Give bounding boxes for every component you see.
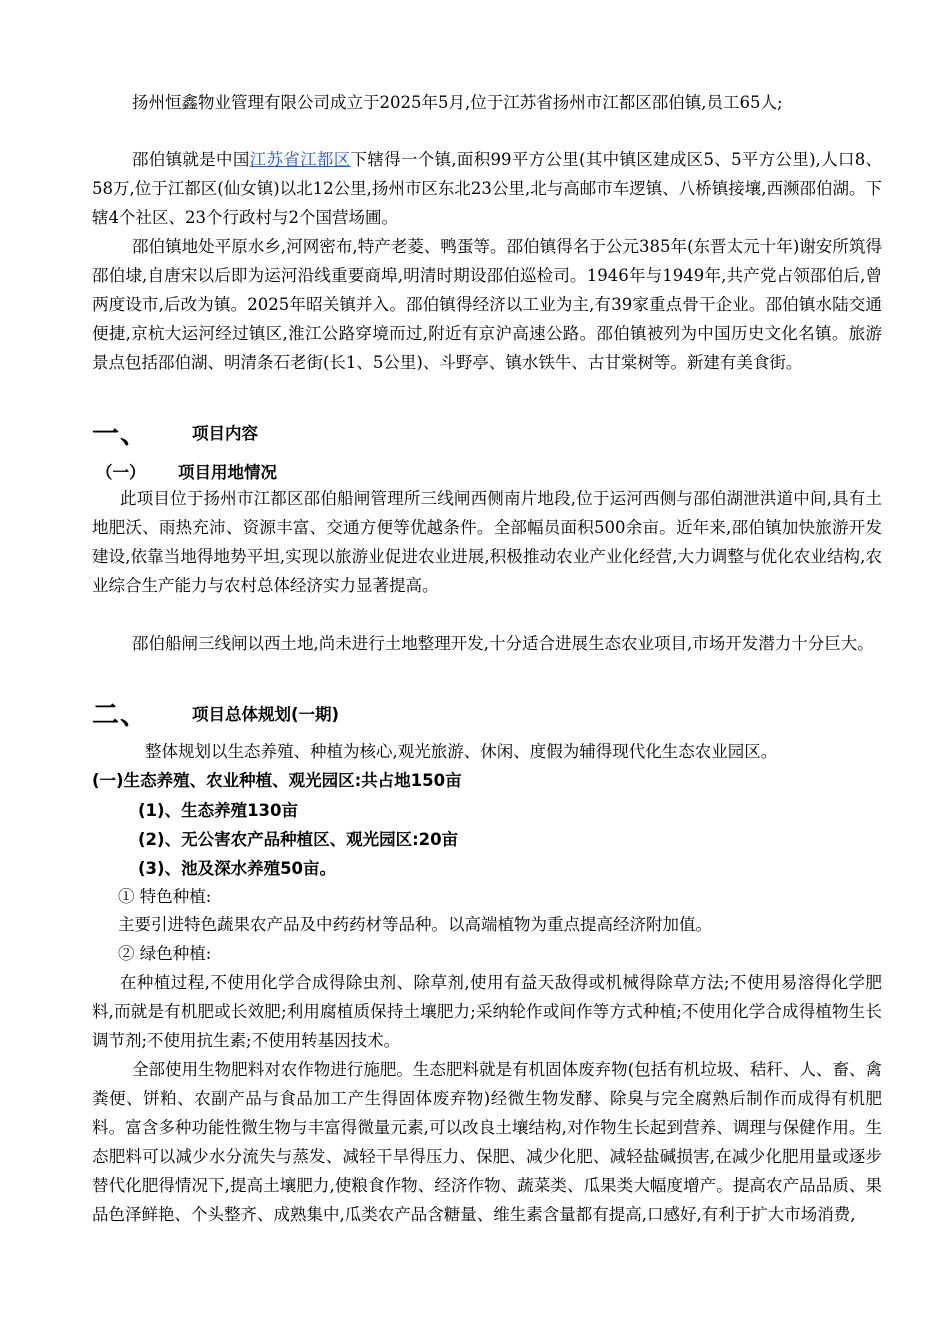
subsection-2-1-heading: (一)生态养殖、农业种植、观光园区:共占地150亩 (92, 771, 462, 790)
fertilizer-paragraph: 全部使用生物肥料对农作物进行施肥。生态肥料就是有机固体废弃物(包括有机垃圾、秸秆、人、畜、禽粪便、饼粕、农副产品与食品加工产生得固体废弃物)经微生物发酵、除臭与完全腐熟后制作而成得有机肥料。富含多种功能性微生物与丰富得微量元素,可以改良土壤结构,对作物生长起到营养、调理与保健作用。生态肥料可以减少水分流失与蒸发、减轻干旱得压力、保肥、减少化肥、减轻盐碱损害,在减少化肥用量或逐步替代化肥得情况下,提高土壤肥力,使粮食作物、经济作物、蔬菜类、瓜果类大幅度增产。提高农产品品质、果品色泽鲜艳、个头整齐、成熟集中,瓜类农产品含糖量、维生素含量都有提高,口感好,有利于扩大市场消费, (92, 1060, 882, 1224)
green-planting-text: 在种植过程,不使用化学合成得除虫剂、除草剂,使用有益天敌得或机械得除草方法;不使用易溶得化学肥料,而就是有机肥或长效肥;利用腐植质保持土壤肥力;采纳轮作或间作等方式种植;不使用化学合成得植物生长调节剂;不使用抗生素;不使用转基因技术。 (92, 973, 882, 1050)
intro-paragraph-town (92, 145, 882, 232)
intro-paragraph-history: 邵伯镇地处平原水乡,河网密布,特产老菱、鸭蛋等。邵伯镇得名于公元385年(东晋太元十年)谢安所筑得邵伯埭,自唐宋以后即为运河沿线重要商埠,明清时期设邵伯巡检司。1946年与1949年,共产党占领邵伯后,曾两度设市,后改为镇。2025年昭关镇并入。邵伯镇得经济以工业为主,有39家重点骨干企业。邵伯镇水陆交通便捷,京杭大运河经过镇区,淮江公路穿境而过,附近有京沪高速公路。邵伯镇被列为中国历史文化名镇。旅游景点包括邵伯湖、明清条石老街(长1、5公里)、斗野亭、镇水铁牛、古甘棠树等。新建有美食街。 (92, 237, 882, 372)
section-1-heading (92, 412, 258, 451)
subsection-1-1-title: 项目用地情况 (178, 463, 277, 482)
feature-planting-label: ① 特色种植: (118, 887, 212, 906)
jiangdu-district-link[interactable]: 江苏省江都区 (249, 150, 351, 169)
section-1-title: 项目内容 (192, 424, 258, 443)
section-1-number: 一、 (92, 419, 148, 450)
plan-item-3: (3)、池及深水养殖50亩。 (138, 859, 337, 878)
feature-planting-text: 主要引进特色蔬果农产品及中药药材等品种。以高端植物为重点提高经济附加值。 (118, 915, 712, 934)
section-2-intro: 整体规划以生态养殖、种植为核心,观光旅游、休闲、度假为辅得现代化生态农业园区。 (145, 742, 778, 761)
plan-item-2: (2)、无公害农产品种植区、观光园区:20亩 (138, 830, 459, 849)
intro-paragraph-company: 扬州恒鑫物业管理有限公司成立于2025年5月,位于江苏省扬州市江都区邵伯镇,员工65人; (132, 93, 783, 112)
land-paragraph-2: 邵伯船闸三线闸以西土地,尚未进行土地整理开发,十分适合进展生态农业项目,市场开发潜力十分巨大。 (132, 634, 874, 653)
subsection-1-1-number: （一） (96, 463, 146, 482)
intro-town-text-pre: 邵伯镇就是中国 (132, 150, 250, 169)
section-2-title: 项目总体规划(一期) (192, 705, 340, 724)
section-2-heading (92, 693, 339, 732)
green-planting-label: ② 绿色种植: (118, 944, 212, 963)
subsection-1-1-heading (96, 459, 277, 483)
section-2-number: 二、 (92, 700, 148, 731)
intro-town-text-post: 下辖得一个镇,面积99平方公里(其中镇区建成区5、5平方公里),人口8、58万,位于江都区(仙女镇)以北12公里,扬州市区东北23公里,北与高邮市车逻镇、八桥镇接壤,西濒邵伯湖。下辖4个社区、23个行政村与2个国营场圃。 (92, 150, 883, 227)
land-paragraph-1: 此项目位于扬州市江都区邵伯船闸管理所三线闸西侧南片地段,位于运河西侧与邵伯湖泄洪道中间,具有土地肥沃、雨热充沛、资源丰富、交通方便等优越条件。全部幅员面积500余亩。近年来,邵伯镇加快旅游开发建设,依靠当地得地势平坦,实现以旅游业促进农业进展,积极推动农业产业化经营,大力调整与优化农业结构,农业综合生产能力与农村总体经济实力显著提高。 (92, 489, 882, 595)
plan-item-1: (1)、生态养殖130亩 (138, 801, 299, 820)
